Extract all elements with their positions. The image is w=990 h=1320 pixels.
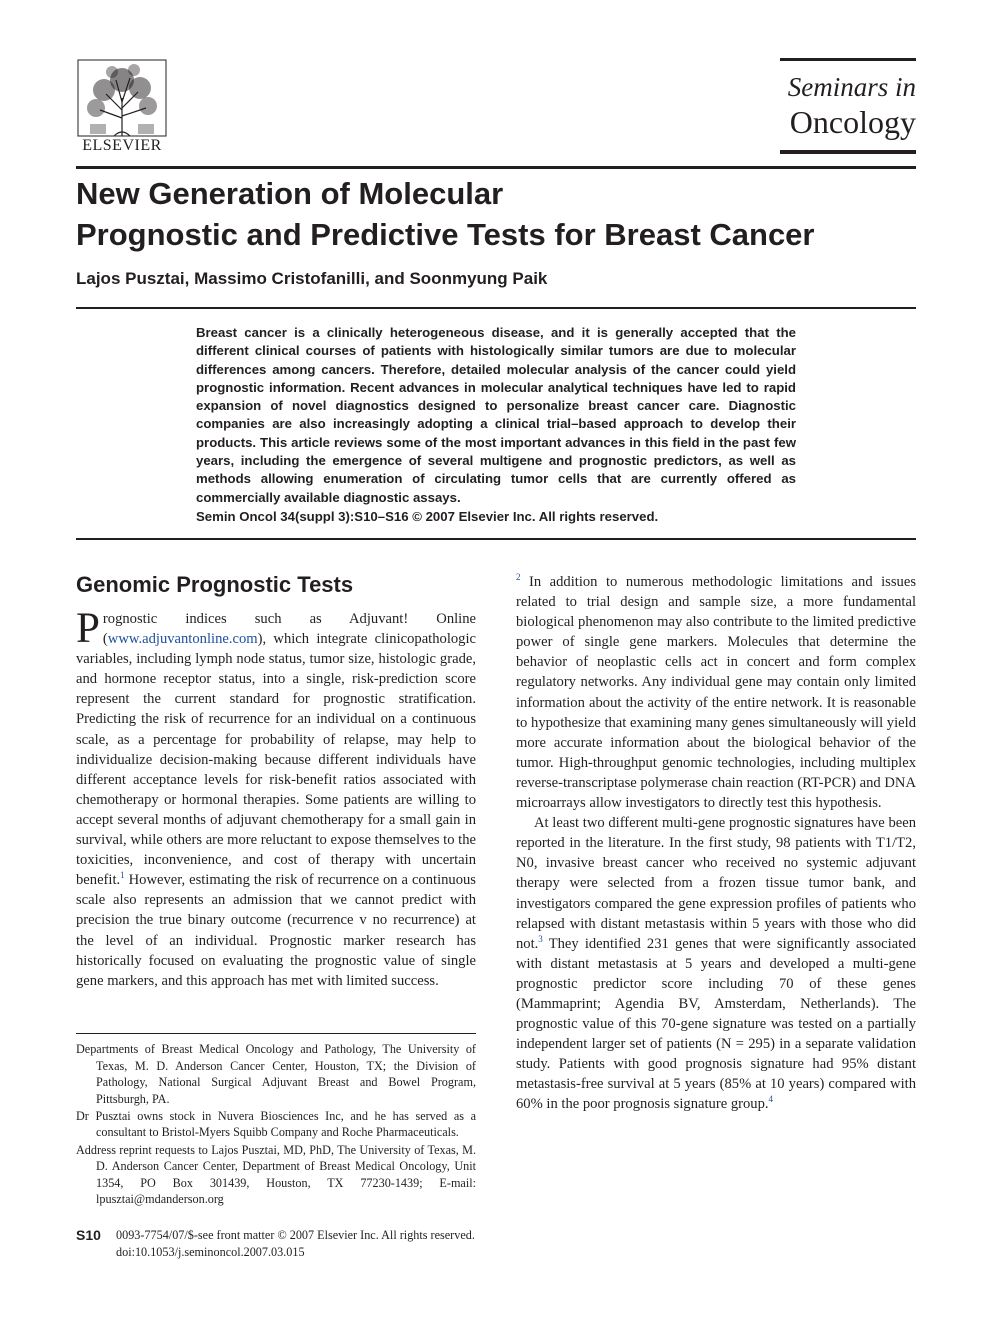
publisher-name: ELSEVIER: [82, 137, 162, 154]
journal-top-rule: [780, 58, 916, 61]
reference-2-link[interactable]: 2: [516, 572, 521, 583]
journal-bottom-rule: [780, 150, 916, 154]
reference-4-link[interactable]: 4: [768, 1094, 774, 1105]
body-text: They identified 231 genes that were significantly associated with distant metastasis at 5 years and developed a multi-gene prognostic predictor score including 70 of these genes (Mammaprint; Agendia BV, Amsterdam, Netherlands). The prognostic value of this 70-gene signature was tested on a partially independent larger set of patients (N = 295) in a separate validation study. Patients with good prognosis signature had 95% distant metastasis-free survival at 5 years (85% at 10 years) compared with 60% in the poor prognosis signature group.: [516, 935, 916, 1113]
article-authors: Lajos Pusztai, Massimo Cristofanilli, and Soonmyung Paik: [76, 269, 548, 288]
page-number: S10: [76, 1227, 101, 1243]
body-paragraph-1-continued: [516, 572, 916, 813]
drop-cap: P: [76, 605, 100, 652]
journal-name-line1: Seminars in: [787, 72, 916, 102]
footnote-rule: [76, 1033, 476, 1034]
abstract-text: Breast cancer is a clinically heterogeneous disease, and it is generally accepted that the different clinical courses of patients with histologically similar tumors are due to molecular differences among cancers. Therefore, detailed molecular analysis of the cancer could yield prognostic information. Recent advances in molecular analytical techniques have led to rapid expansion of novel diagnostics designed to personalize breast cancer care. Diagnostic companies are also increasingly adopting a clinical trial–based approach to develop their products. This article reviews some of the most important advances in this field in the past few years, including the emergence of several multigene and prognostic predictors, as well as methods allowing enumeration of circulating tumor cells that are currently offered as commercially available diagnostic assays.: [196, 325, 796, 505]
article-title: [76, 173, 916, 255]
abstract-top-rule: [76, 307, 916, 309]
body-paragraph-1: [76, 605, 476, 991]
body-text: However, estimating the risk of recurrence on a continuous scale also represents an admission that we cannot predict with precision the true binary outcome (recurrence v no recurrence) at the level of an individual. Prognostic marker research has historically focused on evaluating the prognostic value of single gene markers, and this approach has met with limited success.: [76, 872, 476, 989]
footer-doi[interactable]: doi:10.1053/j.seminoncol.2007.03.015: [116, 1245, 305, 1259]
article-citation: Semin Oncol 34(suppl 3):S10–S16 © 2007 Elsevier Inc. All rights reserved.: [196, 509, 659, 524]
header-rule: [76, 166, 916, 169]
article-title-line1: New Generation of Molecular: [76, 176, 504, 211]
footnotes: [76, 1041, 476, 1208]
adjuvant-online-link[interactable]: www.adjuvantonline.com: [107, 631, 258, 648]
section-heading: Genomic Prognostic Tests: [76, 572, 354, 597]
reference-1-link[interactable]: 1: [120, 870, 125, 881]
footer-info: [116, 1227, 576, 1261]
body-column-right: [516, 572, 916, 1115]
abstract-bottom-rule: [76, 538, 916, 540]
footnote-disclosure: Dr Pusztai owns stock in Nuvera Biosciences Inc, and he has served as a consultant to Bristol-Myers Squibb Company and Roche Pharmaceuticals.: [76, 1108, 476, 1140]
body-text: At least two different multi-gene prognostic signatures have been reported in the literature. In the first study, 98 patients with T1/T2, N0, invasive breast cancer who received no systemic adjuvant therapy were selected from a frozen tissue tumor bank, and investigators compared the gene expression profiles of patients who relapsed with distant metastasis within 5 years with those who did not.: [516, 815, 916, 952]
footer-copyright: 0093-7754/07/$-see front matter © 2007 Elsevier Inc. All rights reserved.: [116, 1228, 475, 1242]
journal-name-line2: Oncology: [789, 104, 916, 140]
body-text: In addition to numerous methodologic limitations and issues related to trial design and sample size, a more fundamental biological phenomenon may also contribute to the limited predictive power of single gene markers. Molecules that determine the behavior of neoplastic cells act in concert and form complex regulatory networks. Any individual gene may contain only limited information about the activity of the entire network. It is reasonable to hypothesize that examining many genes simultaneously will yield more accurate information about the biological behavior of the tumor. High-throughput genomic technologies, including multiplex reverse-transcriptase polymerase chain reaction (RT-PCR) and DNA microarrays allow investigators to directly test this hypothesis.: [516, 574, 916, 812]
footnote-affiliations: Departments of Breast Medical Oncology and Pathology, The University of Texas, M. D. Anderson Cancer Center, Houston, TX; the Division of Pathology, National Surgical Adjuvant Breast and Bowel Program, Pittsburgh, PA.: [76, 1042, 476, 1106]
article-title-line2: Prognostic and Predictive Tests for Breast Cancer: [76, 217, 815, 252]
reference-3-link[interactable]: 3: [538, 933, 543, 944]
footnote-reprint-address: Address reprint requests to Lajos Pusztai, MD, PhD, The University of Texas, M. D. Anderson Cancer Center, Department of Breast Medical Oncology, Unit 1354, PO Box 301439, Houston, TX 77230-1439; E-mail: lpusztai@mdanderson.org: [76, 1142, 476, 1207]
body-paragraph-2: [516, 813, 916, 1114]
body-text: ), which integrate clinicopathologic variables, including lymph node status, tumor size, histologic grade, and hormone receptor status, into a single, risk-prediction score represent the current standard for prognostic stratification. Predicting the risk of recurrence for an individual on a continuous scale, as a percentage for probability of relapse, may help to individualize decision-making because different individuals have different acceptance levels for risk-benefit ratios associated with chemotherapy or hormonal therapies. Some patients are willing to accept several months of adjuvant chemotherapy for a small gain in survival, while others are more reluctant to expose themselves to the toxicities, inconvenience, and cost of therapy with uncertain benefit.: [76, 631, 476, 889]
body-column-left: [76, 605, 476, 991]
body-text: rognostic indices such as Adjuvant! Online (: [102, 611, 476, 648]
